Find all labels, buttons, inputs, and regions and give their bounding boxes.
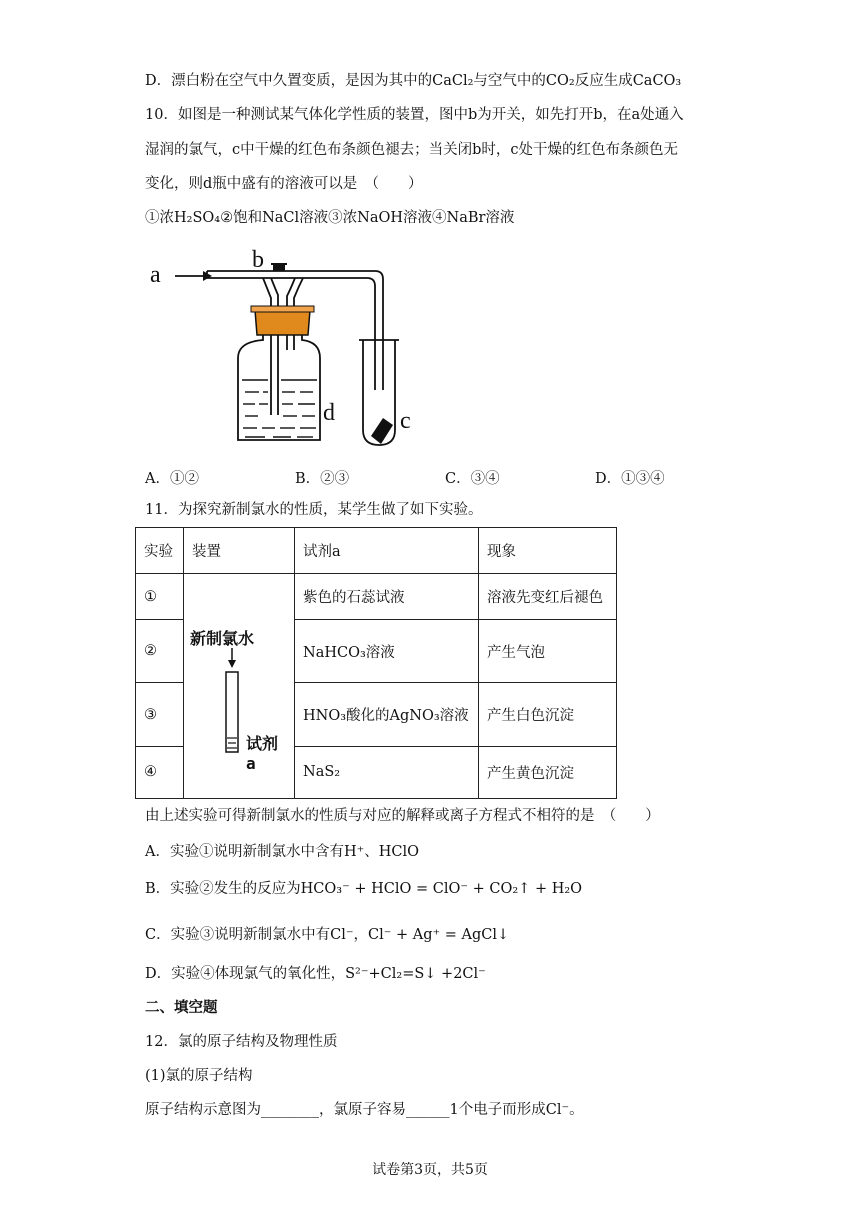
row-reagent: NaS₂ bbox=[295, 746, 479, 798]
label-c: c bbox=[400, 408, 411, 434]
header-experiment: 实验 bbox=[136, 528, 184, 574]
header-device: 装置 bbox=[184, 528, 295, 574]
q10-apparatus-figure bbox=[145, 240, 435, 455]
q11-option-a: A．实验①说明新制氯水中含有H⁺、HClO bbox=[145, 844, 420, 860]
test-tube-icon bbox=[218, 648, 248, 758]
q10-stem-line3: 变化，则d瓶中盛有的溶液可以是 （ ） bbox=[145, 176, 423, 192]
q12-blank-line: 原子结构示意图为________，氯原子容易______1个电子而形成Cl⁻。 bbox=[145, 1102, 584, 1118]
row-number: ③ bbox=[136, 683, 184, 746]
q11-experiment-table bbox=[135, 527, 617, 799]
q11-question: 由上述实验可得新制氯水的性质与对应的解释或离子方程式不相符的是 （ ） bbox=[145, 808, 660, 824]
header-reagent: 试剂a bbox=[295, 528, 479, 574]
row-reagent: HNO₃酸化的AgNO₃溶液 bbox=[295, 683, 479, 746]
row-number: ① bbox=[136, 574, 184, 620]
section-heading: 二、填空题 bbox=[145, 999, 218, 1016]
row-number: ② bbox=[136, 620, 184, 683]
q10-option-c: C．③④ bbox=[445, 471, 500, 487]
label-b: b bbox=[252, 247, 264, 273]
row-reagent: NaHCO₃溶液 bbox=[295, 620, 479, 683]
row-number: ④ bbox=[136, 746, 184, 798]
row-phenomenon: 溶液先变红后褪色 bbox=[479, 574, 617, 620]
device-label-top: 新制氯水 bbox=[190, 629, 255, 648]
q10-option-d: D．①③④ bbox=[595, 471, 665, 487]
q11-option-c: C．实验③说明新制氯水中有Cl⁻，Cl⁻ + Ag⁺ = AgCl↓ bbox=[145, 927, 510, 943]
q10-option-a: A．①② bbox=[145, 471, 199, 487]
label-a: a bbox=[150, 262, 161, 288]
q11-stem: 11．为探究新制氯水的性质，某学生做了如下实验。 bbox=[145, 502, 483, 518]
row-reagent: 紫色的石蕊试液 bbox=[295, 574, 479, 620]
row-phenomenon: 产生黄色沉淀 bbox=[479, 746, 617, 798]
q9-option-d: D．漂白粉在空气中久置变质，是因为其中的CaCl₂与空气中的CO₂反应生成CaCO₃ bbox=[145, 73, 682, 89]
header-phenomenon: 现象 bbox=[479, 528, 617, 574]
device-label-bottom: 试剂a bbox=[246, 734, 279, 773]
label-d: d bbox=[323, 400, 335, 426]
q10-stem-line1: 10．如图是一种测试某气体化学性质的装置，图中b为开关，如先打开b，在a处通入 bbox=[145, 107, 684, 123]
device-cell bbox=[184, 574, 295, 799]
q12-subheading: (1)氯的原子结构 bbox=[145, 1068, 253, 1084]
table-row bbox=[136, 574, 617, 620]
q10-stem-line2: 湿润的氯气，c中干燥的红色布条颜色褪去；当关闭b时，c处干燥的红色布条颜色无 bbox=[145, 142, 679, 158]
q11-option-b: B．实验②发生的反应为HCO₃⁻ + HClO = ClO⁻ + CO₂↑ + H₂O bbox=[145, 881, 583, 897]
q11-option-d: D．实验④体现氯气的氧化性，S²⁻+Cl₂=S↓ +2Cl⁻ bbox=[145, 966, 486, 982]
q10-choices: ①浓H₂SO₄②饱和NaCl溶液③浓NaOH溶液④NaBr溶液 bbox=[145, 210, 515, 226]
row-phenomenon: 产生白色沉淀 bbox=[479, 683, 617, 746]
q10-option-b: B．②③ bbox=[295, 471, 350, 487]
q12-title: 12．氯的原子结构及物理性质 bbox=[145, 1034, 338, 1050]
row-phenomenon: 产生气泡 bbox=[479, 620, 617, 683]
page-footer: 试卷第3页，共5页 bbox=[372, 1162, 488, 1178]
